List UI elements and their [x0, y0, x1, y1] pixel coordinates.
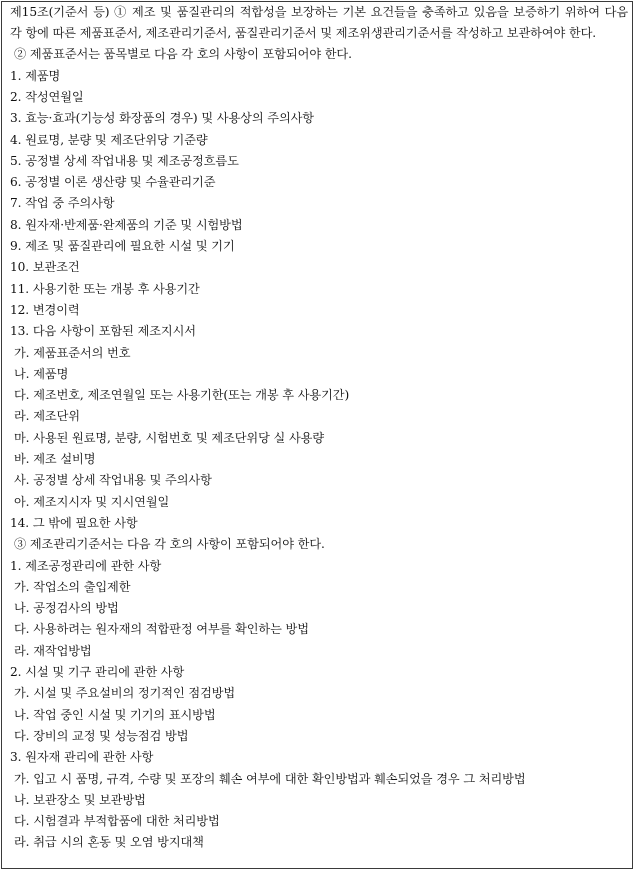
sub-item: 가. 작업소의 출입제한	[14, 579, 131, 594]
numbered-item: 10. 보관조건	[10, 260, 80, 275]
numbered-item: 13. 다음 사항이 포함된 제조지시서	[10, 324, 196, 339]
sub-item: 다. 사용하려는 원자재의 적합판정 여부를 확인하는 방법	[14, 622, 309, 637]
sub-item: 나. 보관장소 및 보관방법	[14, 792, 146, 807]
sub-item: 아. 제조지시자 및 지시연월일	[14, 494, 170, 509]
numbered-item: 7. 작업 중 주의사항	[10, 196, 115, 211]
regulation-text	[10, 2, 628, 854]
sub-item: 나. 공정검사의 방법	[14, 601, 119, 616]
sub-item: 다. 제조번호, 제조연월일 또는 사용기한(또는 개봉 후 사용기간)	[14, 388, 350, 403]
sub-item: 가. 시설 및 주요설비의 정기적인 점검방법	[14, 686, 236, 701]
paragraph-heading: ③ 제조관리기준서는 다음 각 호의 사항이 포함되어야 한다.	[14, 537, 325, 552]
sub-item: 다. 장비의 교정 및 성능점검 방법	[14, 728, 189, 743]
sub-item: 가. 입고 시 품명, 규격, 수량 및 포장의 훼손 여부에 대한 확인방법과 훼손되었을 경우 그 처리방법	[14, 771, 526, 786]
sub-item: 나. 제품명	[14, 366, 69, 381]
numbered-item: 5. 공정별 상세 작업내용 및 제조공정흐름도	[10, 153, 239, 168]
numbered-item: 9. 제조 및 품질관리에 필요한 시설 및 기기	[10, 239, 235, 254]
numbered-item: 2. 작성연월일	[10, 90, 84, 104]
sub-item: 가. 제품표준서의 번호	[14, 345, 131, 360]
numbered-item: 6. 공정별 이론 생산량 및 수율관리기준	[10, 175, 216, 190]
article-intro: 제15조(기준서 등) ① 제조 및 품질관리의 적합성을 보장하는 기본 요건들을 충족하고 있음을 보증하기 위하여 다음 각 항에 따른 제품표준서, 제조관리기준서, 품질관리기준서 및 제조위생관리기준서를 작성하고 보관하여야 한다.	[10, 5, 628, 41]
sub-item: 나. 작업 중인 시설 및 기기의 표시방법	[14, 707, 216, 722]
document-frame	[1, 1, 633, 869]
numbered-item: 8. 원자재·반제품·완제품의 기준 및 시험방법	[10, 217, 243, 232]
numbered-item: 12. 변경이력	[10, 302, 80, 317]
numbered-item: 14. 그 밖에 필요한 사항	[10, 515, 138, 530]
sub-item: 마. 사용된 원료명, 분량, 시험번호 및 제조단위당 실 사용량	[14, 430, 324, 445]
sub-item: 라. 취급 시의 혼동 및 오염 방지대책	[14, 835, 204, 850]
sub-item: 사. 공정별 상세 작업내용 및 주의사항	[14, 473, 212, 488]
numbered-item: 1. 제조공정관리에 관한 사항	[10, 558, 162, 573]
numbered-item: 3. 원자재 관리에 관한 사항	[10, 750, 154, 765]
sub-item: 바. 제조 설비명	[14, 452, 96, 467]
numbered-item: 3. 효능·효과(기능성 화장품의 경우) 및 사용상의 주의사항	[10, 111, 314, 126]
sub-item: 다. 시험결과 부적합품에 대한 처리방법	[14, 814, 220, 829]
numbered-item: 4. 원료명, 분량 및 제조단위당 기준량	[10, 132, 208, 147]
sub-item: 라. 제조단위	[14, 409, 80, 424]
numbered-item: 1. 제품명	[10, 68, 61, 83]
numbered-item: 11. 사용기한 또는 개봉 후 사용기간	[10, 281, 200, 296]
sub-item: 라. 재작업방법	[14, 643, 92, 658]
paragraph-heading: ② 제품표준서는 품목별로 다음 각 호의 사항이 포함되어야 한다.	[14, 47, 352, 62]
numbered-item: 2. 시설 및 기구 관리에 관한 사항	[10, 665, 185, 680]
